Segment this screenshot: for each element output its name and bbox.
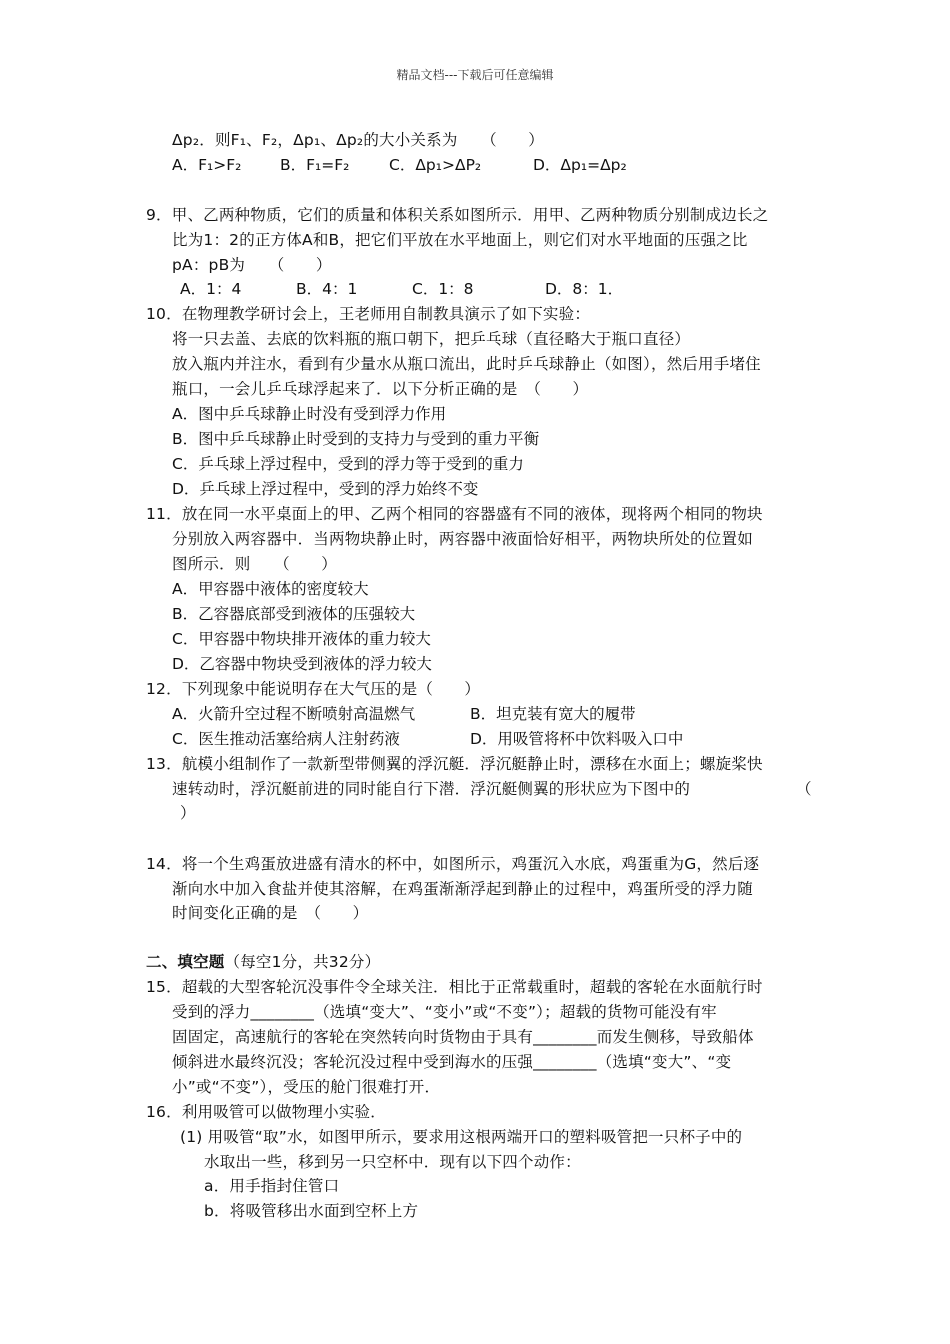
q8-option-d: D．Δp₁=Δp₂: [533, 156, 627, 174]
q9-option-b: B．4：1: [296, 280, 358, 298]
q10-option-b: B．图中乒乓球静止时受到的支持力与受到的重力平衡: [172, 430, 540, 448]
q10-line-3: 放入瓶内并注水，看到有少量水从瓶口流出，此时乒乓球静止（如图），然后用手堵住: [172, 355, 761, 373]
q15-line-5: 小”或“不变”），受压的舱门很难打开．: [172, 1078, 441, 1096]
q16-line-2: (1) 用吸管“取”水，如图甲所示，要求用这根两端开口的塑料吸管把一只杯子中的: [180, 1128, 743, 1146]
q14-line-2: 渐向水中加入食盐并使其溶解，在鸡蛋渐渐浮起到静止的过程中，鸡蛋所受的浮力随: [172, 880, 753, 898]
q9-line-1: 9．甲、乙两种物质，它们的质量和体积关系如图所示．用甲、乙两种物质分别制成边长之: [146, 206, 769, 224]
q11-option-a: A．甲容器中液体的密度较大: [172, 580, 369, 598]
q15-line-3: 固固定，高速航行的客轮在突然转向时货物由于具有________而发生侧移，导致船体: [172, 1028, 754, 1046]
q9-line-2: 比为1：2的正方体A和B，把它们平放在水平地面上，则它们对水平地面的压强之比: [172, 231, 748, 249]
q11-option-b: B．乙容器底部受到液体的压强较大: [172, 605, 416, 623]
q9-option-d: D．8：1．: [545, 280, 624, 298]
q12-option-d: D．用吸管将杯中饮料吸入口中: [470, 730, 684, 748]
q12-option-a: A．火箭升空过程不断喷射高温燃气: [172, 705, 416, 723]
page-header: 精品文档---下载后可任意编辑: [396, 68, 554, 82]
q12-stem: 12．下列现象中能说明存在大气压的是（ ）: [146, 680, 481, 698]
q10-option-d: D．乒乓球上浮过程中，受到的浮力始终不变: [172, 480, 479, 498]
q8-stem: Δp₂．则F₁、F₂，Δp₁、Δp₂的大小关系为 （ ）: [172, 131, 544, 149]
section-title: 二、填空题: [146, 953, 225, 971]
q11-line-1: 11．放在同一水平桌面上的甲、乙两个相同的容器盛有不同的液体，现将两个相同的物块: [146, 505, 763, 523]
q10-line-4: 瓶口，一会儿乒乓球浮起来了．以下分析正确的是 （ ）: [172, 380, 589, 398]
q16-step-b: b．将吸管移出水面到空杯上方: [204, 1202, 419, 1220]
q16-line-3: 水取出一些，移到另一只空杯中．现有以下四个动作：: [204, 1153, 581, 1171]
q8-option-c: C．Δp₁>ΔP₂: [389, 156, 482, 174]
q14-line-3: 时间变化正确的是 （ ）: [172, 904, 369, 922]
section-note: （每空1分，共32分）: [224, 953, 381, 971]
q15-line-1: 15．超载的大型客轮沉没事件令全球关注．相比于正常载重时，超载的客轮在水面航行时: [146, 978, 763, 996]
q16-step-a: a．用手指封住管口: [204, 1177, 340, 1195]
q11-line-3: 图所示．则 （ ）: [172, 555, 337, 573]
q16-line-1: 16．利用吸管可以做物理小实验．: [146, 1103, 386, 1121]
q13-paren-open: （: [796, 780, 812, 798]
q15-line-4: 倾斜进水最终沉没；客轮沉没过程中受到海水的压强________（选填“变大”、“变: [172, 1053, 732, 1071]
q9-line-3: pA：pB为 （ ）: [172, 256, 332, 274]
q11-line-2: 分别放入两容器中．当两物块静止时，两容器中液面恰好相平，两物块所处的位置如: [172, 530, 753, 548]
q8-option-b: B．F₁=F₂: [280, 156, 350, 174]
q12-option-b: B．坦克装有宽大的履带: [470, 705, 636, 723]
q9-option-a: A．1：4: [180, 280, 242, 298]
q13-line-1: 13．航模小组制作了一款新型带侧翼的浮沉艇．浮沉艇静止时，漂移在水面上；螺旋桨快: [146, 755, 763, 773]
q15-line-2: 受到的浮力________（选填“变大”、“变小”或“不变”）；超载的货物可能没有牢: [172, 1003, 717, 1021]
q10-option-a: A．图中乒乓球静止时没有受到浮力作用: [172, 405, 447, 423]
q10-option-c: C．乒乓球上浮过程中，受到的浮力等于受到的重力: [172, 455, 524, 473]
q9-option-c: C．1：8: [412, 280, 474, 298]
q14-line-1: 14．将一个生鸡蛋放进盛有清水的杯中，如图所示，鸡蛋沉入水底，鸡蛋重为G，然后逐: [146, 855, 760, 873]
q10-line-1: 10．在物理教学研讨会上，王老师用自制教具演示了如下实验：: [146, 305, 591, 323]
q12-option-c: C．医生推动活塞给病人注射药液: [172, 730, 400, 748]
q8-option-a: A．F₁>F₂: [172, 156, 242, 174]
q13-line-2: 速转动时，浮沉艇前进的同时能自行下潜．浮沉艇侧翼的形状应为下图中的: [172, 780, 691, 798]
section-heading: [146, 950, 380, 972]
q11-option-c: C．甲容器中物块排开液体的重力较大: [172, 630, 431, 648]
q13-paren-close: ）: [180, 804, 196, 822]
q10-line-2: 将一只去盖、去底的饮料瓶的瓶口朝下，把乒乓球（直径略大于瓶口直径）: [172, 330, 691, 348]
q11-option-d: D．乙容器中物块受到液体的浮力较大: [172, 655, 432, 673]
